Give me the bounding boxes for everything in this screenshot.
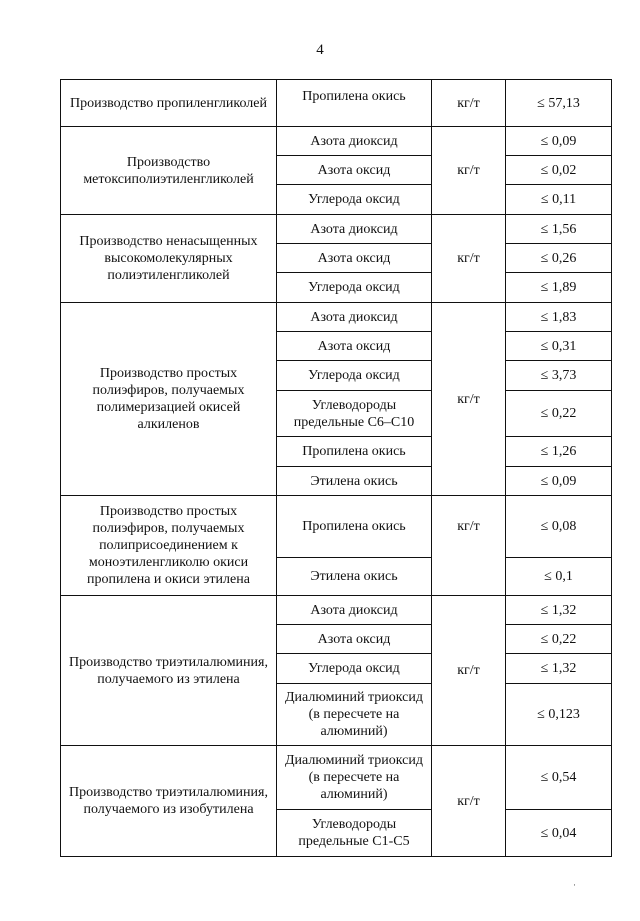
production-cell: Производство триэтилалюминия, получаемого из этилена xyxy=(61,596,277,746)
production-cell: Производство простых полиэфиров, получаемых полимеризацией окисей алкиленов xyxy=(61,303,277,496)
limit-cell: ≤ 0,22 xyxy=(506,391,612,437)
substance-cell: Азота диоксид xyxy=(277,215,432,244)
substance-cell: Углеводороды предельные С6–С10 xyxy=(277,391,432,437)
table-row xyxy=(61,496,612,558)
substance-cell: Пропилена окись xyxy=(277,80,432,127)
substance-cell: Углеводороды предельные С1-С5 xyxy=(277,810,432,857)
unit-cell: кг/т xyxy=(432,746,506,857)
substance-cell: Азота диоксид xyxy=(277,127,432,156)
substance-cell: Пропилена окись xyxy=(277,496,432,558)
table-row xyxy=(61,80,612,127)
limit-cell: ≤ 0,09 xyxy=(506,467,612,496)
substance-cell: Диалюминий триоксид (в пересчете на алюминий) xyxy=(277,746,432,810)
table-row xyxy=(61,303,612,332)
emissions-table xyxy=(60,79,612,857)
production-cell: Производство ненасыщенных высокомолекулярных полиэтиленгликолей xyxy=(61,215,277,303)
unit-cell: кг/т xyxy=(432,127,506,215)
substance-cell: Азота диоксид xyxy=(277,303,432,332)
limit-cell: ≤ 0,1 xyxy=(506,558,612,596)
limit-cell: ≤ 1,89 xyxy=(506,273,612,303)
substance-cell: Пропилена окись xyxy=(277,437,432,467)
limit-cell: ≤ 0,31 xyxy=(506,332,612,361)
production-cell: Производство триэтилалюминия, получаемого из изобутилена xyxy=(61,746,277,857)
substance-cell: Углерода оксид xyxy=(277,654,432,684)
limit-cell: ≤ 0,08 xyxy=(506,496,612,558)
limit-cell: ≤ 1,26 xyxy=(506,437,612,467)
table-row xyxy=(61,596,612,625)
substance-cell: Азота оксид xyxy=(277,625,432,654)
substance-cell: Азота оксид xyxy=(277,156,432,185)
limit-cell: ≤ 1,56 xyxy=(506,215,612,244)
limit-cell: ≤ 1,83 xyxy=(506,303,612,332)
limit-cell: ≤ 3,73 xyxy=(506,361,612,391)
substance-cell: Этилена окись xyxy=(277,467,432,496)
limit-cell: ≤ 0,26 xyxy=(506,244,612,273)
substance-cell: Азота оксид xyxy=(277,244,432,273)
substance-cell: Азота диоксид xyxy=(277,596,432,625)
unit-cell: кг/т xyxy=(432,303,506,496)
substance-cell: Углерода оксид xyxy=(277,361,432,391)
limit-cell: ≤ 1,32 xyxy=(506,596,612,625)
table-row xyxy=(61,127,612,156)
limit-cell: ≤ 0,11 xyxy=(506,185,612,215)
substance-cell: Углерода оксид xyxy=(277,273,432,303)
scan-artifact: · xyxy=(573,880,576,890)
substance-cell: Этилена окись xyxy=(277,558,432,596)
production-cell: Производство простых полиэфиров, получаемых полиприсоединением к моноэтиленгликолю окиси пропилена и окиси этилена xyxy=(61,496,277,596)
unit-cell: кг/т xyxy=(432,496,506,558)
substance-cell: Диалюминий триоксид (в пересчете на алюминий) xyxy=(277,684,432,746)
substance-cell: Азота оксид xyxy=(277,332,432,361)
limit-cell: ≤ 0,04 xyxy=(506,810,612,857)
limit-cell: ≤ 0,09 xyxy=(506,127,612,156)
unit-cell: кг/т xyxy=(432,215,506,303)
limit-cell: ≤ 0,54 xyxy=(506,746,612,810)
limit-cell: ≤ 0,02 xyxy=(506,156,612,185)
table-row xyxy=(61,746,612,810)
table-row xyxy=(61,215,612,244)
unit-cell: кг/т xyxy=(432,596,506,746)
limit-cell: ≤ 0,22 xyxy=(506,625,612,654)
page-number: 4 xyxy=(316,42,324,58)
production-cell: Производство пропиленгликолей xyxy=(61,80,277,127)
limit-cell: ≤ 0,123 xyxy=(506,684,612,746)
limit-cell: ≤ 57,13 xyxy=(506,80,612,127)
unit-cell-empty xyxy=(432,558,506,596)
unit-cell: кг/т xyxy=(432,80,506,127)
substance-cell: Углерода оксид xyxy=(277,185,432,215)
limit-cell: ≤ 1,32 xyxy=(506,654,612,684)
production-cell: Производство метоксиполиэтиленгликолей xyxy=(61,127,277,215)
